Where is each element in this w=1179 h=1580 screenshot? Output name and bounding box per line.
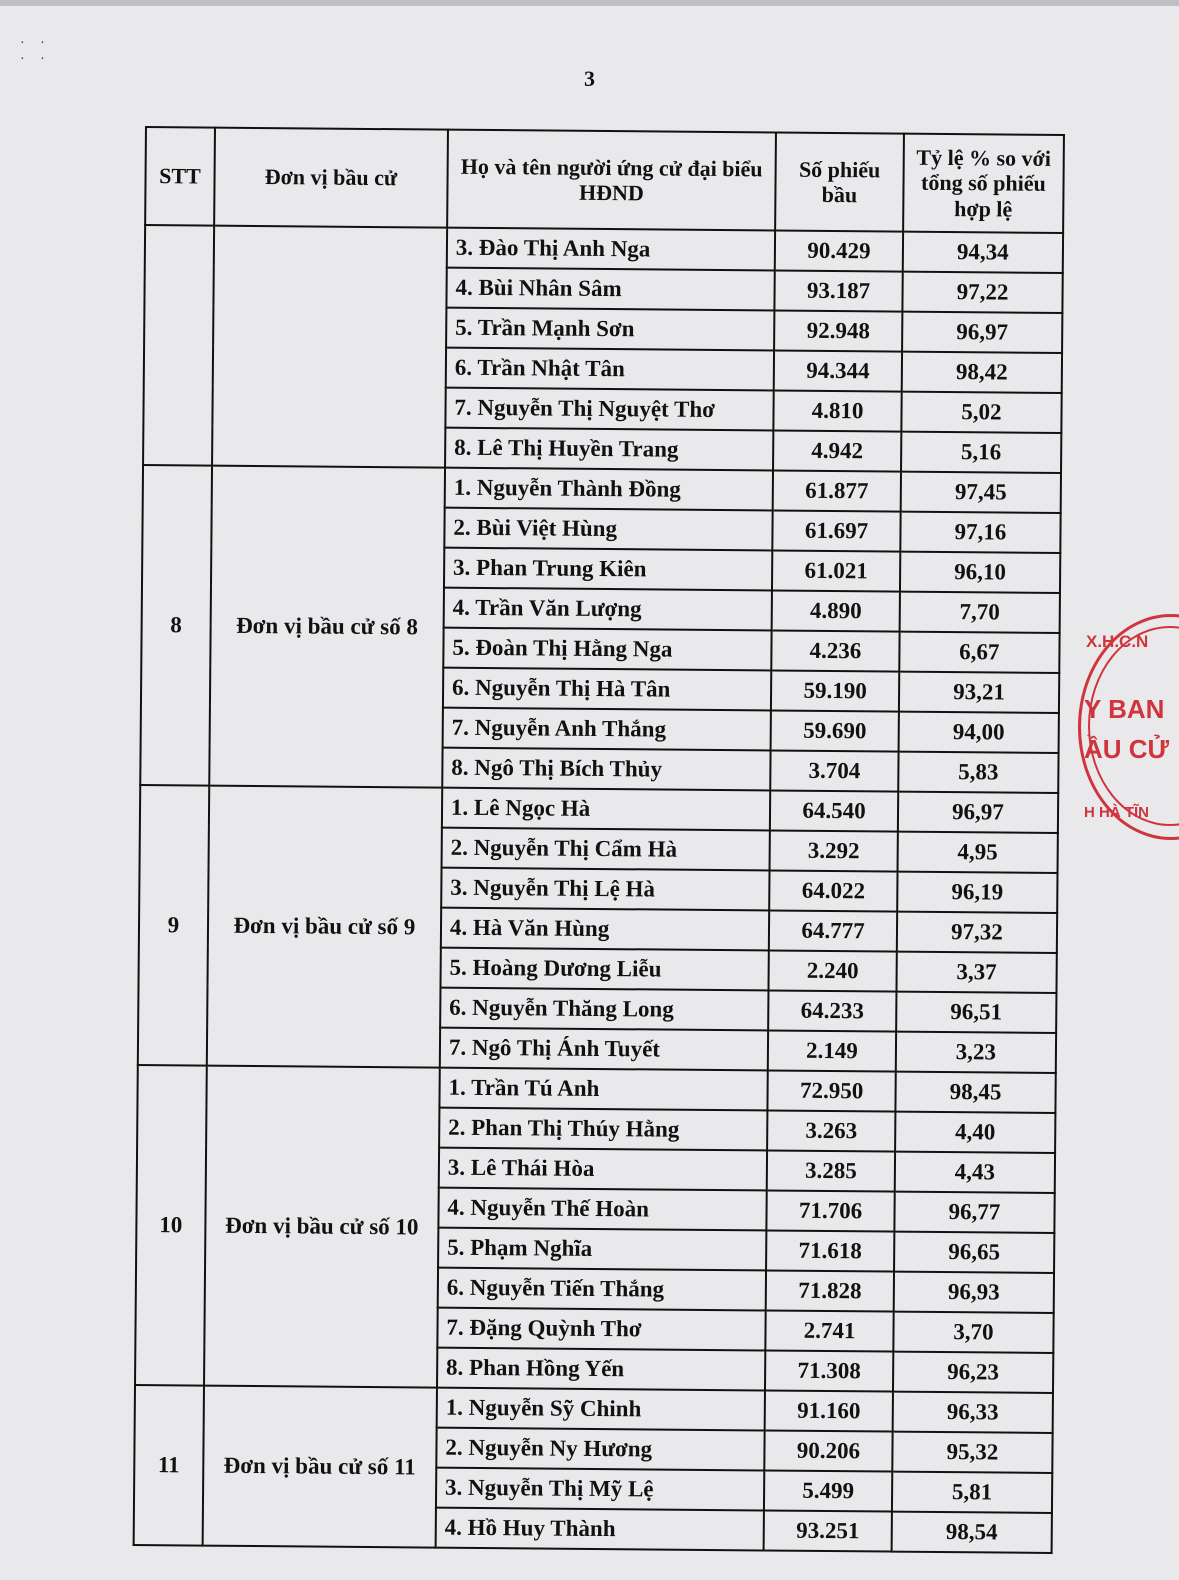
percentage-cell: 96,10 <box>900 552 1060 593</box>
candidate-name-cell: 3. Lê Thái Hòa <box>439 1148 768 1191</box>
percentage-cell: 3,37 <box>896 952 1056 993</box>
candidate-name-cell: 3. Đào Thị Anh Nga <box>447 228 776 271</box>
candidate-name-cell: 2. Bùi Việt Hùng <box>444 508 773 551</box>
votes-cell: 71.618 <box>766 1230 894 1271</box>
candidate-name-cell: 7. Đặng Quỳnh Thơ <box>437 1308 766 1351</box>
percentage-cell: 7,70 <box>899 592 1059 633</box>
percentage-cell: 5,83 <box>898 752 1058 793</box>
percentage-cell: 96,51 <box>896 992 1056 1033</box>
candidate-name-cell: 4. Bùi Nhân Sâm <box>446 268 775 311</box>
seal-text: X.H.C.N <box>1086 632 1149 651</box>
candidate-name-cell: 1. Trần Tú Anh <box>439 1068 768 1111</box>
table-row <box>135 1385 1053 1433</box>
table-row <box>140 785 1058 833</box>
votes-cell: 90.206 <box>764 1430 892 1471</box>
table-row <box>143 465 1061 513</box>
candidate-name-cell: 8. Ngô Thị Bích Thủy <box>442 748 771 791</box>
votes-cell: 4.236 <box>771 630 899 671</box>
seal-text: ẦU CỬ <box>1084 734 1170 764</box>
unit-number-cell <box>143 225 214 466</box>
header-unit: Đơn vị bầu cử <box>214 128 448 228</box>
candidate-name-cell: 7. Ngô Thị Ánh Tuyết <box>440 1028 769 1071</box>
candidate-name-cell: 3. Nguyễn Thị Lệ Hà <box>441 868 770 911</box>
percentage-cell: 96,97 <box>902 312 1062 353</box>
percentage-cell: 96,23 <box>893 1352 1053 1393</box>
table-header-row <box>145 127 1064 233</box>
table-body <box>134 225 1063 1553</box>
votes-cell: 4.890 <box>772 590 900 631</box>
percentage-cell: 5,16 <box>901 432 1061 473</box>
votes-cell: 4.942 <box>773 430 901 471</box>
votes-cell: 59.690 <box>771 710 899 751</box>
header-name: Họ và tên người ứng cử đại biểu HĐND <box>447 130 776 231</box>
candidate-name-cell: 1. Lê Ngọc Hà <box>442 788 771 831</box>
votes-cell: 92.948 <box>774 311 902 352</box>
unit-number-cell: 8 <box>140 465 212 786</box>
votes-cell: 59.190 <box>771 670 899 711</box>
candidate-name-cell: 7. Nguyễn Anh Thắng <box>443 708 772 751</box>
percentage-cell: 98,45 <box>895 1072 1055 1113</box>
unit-number-cell: 10 <box>135 1065 207 1386</box>
votes-cell: 61.877 <box>773 470 901 511</box>
votes-cell: 2.240 <box>769 950 897 991</box>
candidate-name-cell: 7. Nguyễn Thị Nguyệt Thơ <box>445 388 774 431</box>
candidate-name-cell: 3. Phan Trung Kiên <box>444 548 773 591</box>
percentage-cell: 96,93 <box>894 1272 1054 1313</box>
candidate-name-cell: 8. Phan Hồng Yến <box>437 1348 766 1391</box>
candidate-name-cell: 6. Nguyễn Thị Hà Tân <box>443 668 772 711</box>
votes-cell: 93.187 <box>775 271 903 312</box>
scan-top-edge <box>0 0 1179 6</box>
percentage-cell: 97,22 <box>902 272 1062 313</box>
percentage-cell: 97,32 <box>897 912 1057 953</box>
percentage-cell: 96,33 <box>892 1392 1052 1433</box>
votes-cell: 71.828 <box>766 1270 894 1311</box>
percentage-cell: 5,02 <box>901 392 1061 433</box>
table-row <box>137 1065 1055 1113</box>
votes-cell: 90.429 <box>775 231 903 272</box>
candidate-name-cell: 4. Trần Văn Lượng <box>444 588 773 631</box>
candidate-name-cell: 5. Phạm Nghĩa <box>438 1228 767 1271</box>
electoral-unit-cell: Đơn vị bầu cử số 8 <box>209 466 445 788</box>
percentage-cell: 94,00 <box>898 712 1058 753</box>
votes-cell: 5.499 <box>764 1470 892 1511</box>
votes-cell: 3.704 <box>770 750 898 791</box>
votes-cell: 3.263 <box>767 1110 895 1151</box>
percentage-cell: 4,95 <box>897 832 1057 873</box>
percentage-cell: 4,40 <box>895 1112 1055 1153</box>
percentage-cell: 3,23 <box>896 1032 1056 1073</box>
candidate-name-cell: 6. Nguyễn Thăng Long <box>440 988 769 1031</box>
percentage-cell: 96,65 <box>894 1232 1054 1273</box>
percentage-cell: 98,54 <box>891 1512 1051 1553</box>
votes-cell: 94.344 <box>774 350 902 391</box>
votes-cell: 93.251 <box>764 1510 892 1551</box>
candidate-name-cell: 1. Nguyễn Thành Đồng <box>445 468 774 511</box>
page-number: 3 <box>584 66 595 91</box>
votes-cell: 91.160 <box>765 1390 893 1431</box>
candidate-name-cell: 5. Đoàn Thị Hằng Nga <box>443 628 772 671</box>
electoral-unit-cell <box>212 226 447 468</box>
electoral-unit-cell: Đơn vị bầu cử số 9 <box>207 786 442 1068</box>
candidate-name-cell: 4. Hồ Huy Thành <box>436 1508 765 1551</box>
votes-cell: 2.741 <box>766 1310 894 1351</box>
percentage-cell: 6,67 <box>899 632 1059 673</box>
red-seal-stamp <box>1072 612 1179 837</box>
candidate-name-cell: 1. Nguyễn Sỹ Chinh <box>437 1388 766 1431</box>
unit-number-cell: 11 <box>134 1385 204 1546</box>
percentage-cell: 93,21 <box>899 672 1059 713</box>
votes-cell: 61.697 <box>773 510 901 551</box>
seal-text: Y BAN <box>1084 694 1165 724</box>
percentage-cell: 4,43 <box>895 1152 1055 1193</box>
election-results-table <box>133 126 1065 1554</box>
candidate-name-cell: 2. Nguyễn Thị Cẩm Hà <box>441 828 770 871</box>
votes-cell: 3.285 <box>767 1150 895 1191</box>
votes-cell: 71.706 <box>767 1190 895 1231</box>
percentage-cell: 96,19 <box>897 872 1057 913</box>
votes-cell: 64.540 <box>770 790 898 831</box>
votes-cell: 61.021 <box>772 550 900 591</box>
percentage-cell: 97,45 <box>901 472 1061 513</box>
candidate-name-cell: 5. Hoàng Dương Liễu <box>440 948 769 991</box>
electoral-unit-cell: Đơn vị bầu cử số 10 <box>204 1066 440 1388</box>
votes-cell: 2.149 <box>768 1030 896 1071</box>
candidate-name-cell: 5. Trần Mạnh Sơn <box>446 308 775 351</box>
candidate-name-cell: 6. Nguyễn Tiến Thắng <box>438 1268 767 1311</box>
votes-cell: 64.233 <box>768 990 896 1031</box>
candidate-name-cell: 6. Trần Nhật Tân <box>446 348 775 391</box>
seal-text: H HÀ TĨN <box>1084 804 1149 821</box>
percentage-cell: 96,97 <box>898 792 1058 833</box>
votes-cell: 3.292 <box>770 830 898 871</box>
header-votes: Số phiếu bầu <box>775 133 904 232</box>
percentage-cell: 5,81 <box>892 1472 1052 1513</box>
candidate-name-cell: 2. Phan Thị Thúy Hằng <box>439 1108 768 1151</box>
candidate-name-cell: 8. Lê Thị Huyền Trang <box>445 428 774 471</box>
percentage-cell: 3,70 <box>893 1312 1053 1353</box>
percentage-cell: 98,42 <box>902 352 1062 393</box>
votes-cell: 72.950 <box>768 1070 896 1111</box>
votes-cell: 64.022 <box>769 870 897 911</box>
unit-number-cell: 9 <box>138 785 209 1066</box>
table-row <box>145 225 1063 273</box>
votes-cell: 64.777 <box>769 910 897 951</box>
percentage-cell: 97,16 <box>900 512 1060 553</box>
candidate-name-cell: 4. Nguyễn Thế Hoàn <box>438 1188 767 1231</box>
header-stt: STT <box>145 127 215 226</box>
electoral-unit-cell: Đơn vị bầu cử số 11 <box>203 1386 437 1548</box>
candidate-name-cell: 3. Nguyễn Thị Mỹ Lệ <box>436 1468 765 1511</box>
percentage-cell: 94,34 <box>903 232 1063 273</box>
percentage-cell: 96,77 <box>894 1192 1054 1233</box>
candidate-name-cell: 2. Nguyễn Ny Hương <box>436 1428 765 1471</box>
votes-cell: 71.308 <box>765 1350 893 1391</box>
scan-specks: · · · · <box>20 36 51 67</box>
header-pct: Tỷ lệ % so với tổng số phiếu hợp lệ <box>903 134 1064 233</box>
candidate-name-cell: 4. Hà Văn Hùng <box>441 908 770 951</box>
votes-cell: 4.810 <box>774 390 902 431</box>
percentage-cell: 95,32 <box>892 1432 1052 1473</box>
